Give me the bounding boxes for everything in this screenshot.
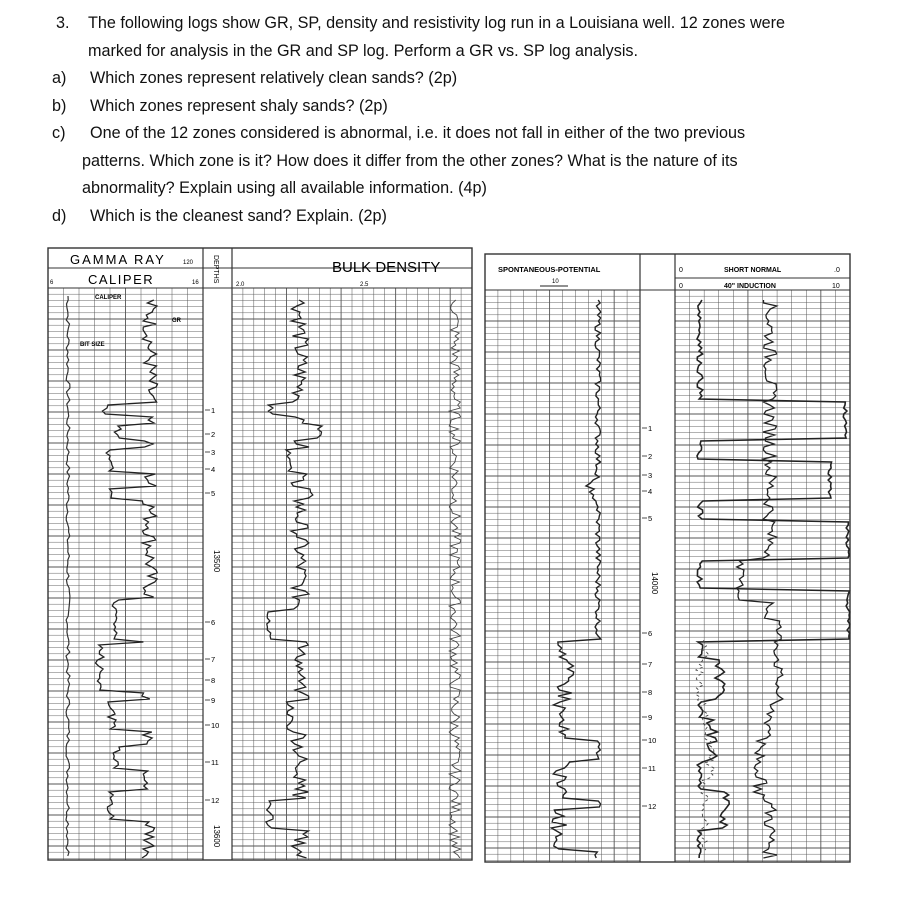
caliper-max: 16: [192, 280, 199, 286]
zone-label: 3: [211, 448, 216, 457]
depths-label: DEPTHS: [212, 255, 219, 284]
zone-label: 12: [648, 802, 657, 811]
zone-label: 9: [648, 713, 653, 722]
zone-label: 4: [648, 487, 653, 496]
bit-size-label: BIT SIZE: [80, 342, 105, 348]
caliper-trace: [66, 296, 70, 856]
zone-label: 4: [211, 465, 216, 474]
zone-label: 2: [648, 452, 653, 461]
induction-dashed-trace: [695, 640, 715, 850]
short-normal-label: SHORT NORMAL: [724, 267, 782, 274]
gamma-ray-trace: [96, 300, 158, 858]
zone-label: 10: [211, 721, 220, 730]
zone-label: 8: [648, 688, 653, 697]
part-b-text: Which zones represent shaly sands? (2p): [90, 96, 388, 115]
short-normal-trace: [737, 300, 783, 858]
bulk-density-label: BULK DENSITY: [332, 259, 441, 276]
question-intro-line-1: The following logs show GR, SP, density and resistivity log run in a Louisiana well. 12 zones were: [88, 14, 786, 32]
sp-label: SPONTANEOUS-POTENTIAL: [498, 265, 601, 274]
sp-scale-label: 10: [552, 279, 559, 285]
question-intro-line-2: marked for analysis in the GR and SP log. Perform a GR vs. SP log analysis.: [88, 41, 639, 60]
zone-label: 11: [211, 758, 219, 767]
caliper-min: 6: [50, 280, 54, 286]
induction-label: 40" INDUCTION: [724, 283, 776, 290]
part-a-text: Which zones represent relatively clean sands? (2p): [90, 69, 458, 87]
part-c-text-3: abnormality? Explain using all available information. (4p): [82, 179, 487, 197]
sp-trace: [551, 300, 601, 858]
depth-mark-13600: 13600: [212, 825, 221, 848]
part-d-text: Which is the cleanest sand? Explain. (2p): [90, 206, 387, 225]
zone-label: 5: [648, 514, 653, 523]
depth-mark-14000: 14000: [650, 572, 659, 595]
zone-label: 8: [211, 676, 216, 685]
left-zone-markers: [205, 406, 219, 805]
part-b-label: b): [52, 96, 67, 115]
zone-label: 6: [648, 629, 653, 638]
res-max-bottom: 10: [832, 283, 840, 290]
right-log-grid: [485, 290, 850, 862]
part-a-label: a): [52, 69, 67, 87]
caliper-label: CALIPER: [88, 272, 155, 287]
zone-label: 2: [211, 430, 216, 439]
zone-label: 1: [211, 406, 216, 415]
zone-label: 10: [648, 736, 657, 745]
density-scale-label: 2.5: [360, 282, 369, 288]
zone-label: 7: [648, 660, 653, 669]
zone-label: 1: [648, 424, 653, 433]
depth-start-label: 2.0: [236, 282, 245, 288]
zone-label: 7: [211, 655, 216, 664]
zone-label: 3: [648, 471, 653, 480]
part-c-label: c): [52, 124, 66, 142]
left-log-frame: [48, 248, 472, 860]
part-c-text-2: patterns. Which zone is it? How does it differ from the other zones? What is the nature of its: [82, 151, 738, 170]
gr-trace-label: GR: [172, 318, 181, 324]
left-log-grid: [48, 288, 472, 860]
zone-label: 6: [211, 618, 216, 627]
question-number: 3.: [56, 14, 70, 32]
res-min-top: 0: [679, 267, 683, 274]
zone-label: 9: [211, 696, 216, 705]
part-d-label: d): [52, 206, 67, 225]
zone-label: 12: [211, 796, 220, 805]
density-correction-trace: [449, 300, 461, 858]
res-max-top: .0: [834, 267, 840, 274]
right-zone-markers: [642, 424, 656, 811]
res-min-bottom: 0: [679, 283, 683, 290]
caliper-trace-label: CALIPER: [95, 295, 122, 301]
right-log-frame: [485, 254, 850, 862]
zone-label: 5: [211, 489, 216, 498]
depth-mark-13500: 13500: [212, 550, 221, 573]
bulk-density-trace: [266, 300, 322, 858]
zone-label: 11: [648, 764, 656, 773]
gamma-ray-max: 120: [183, 260, 194, 266]
part-c-text-1: One of the 12 zones considered is abnormal, i.e. it does not fall in either of the two previous: [90, 124, 746, 142]
gamma-ray-label: GAMMA RAY: [70, 252, 166, 267]
